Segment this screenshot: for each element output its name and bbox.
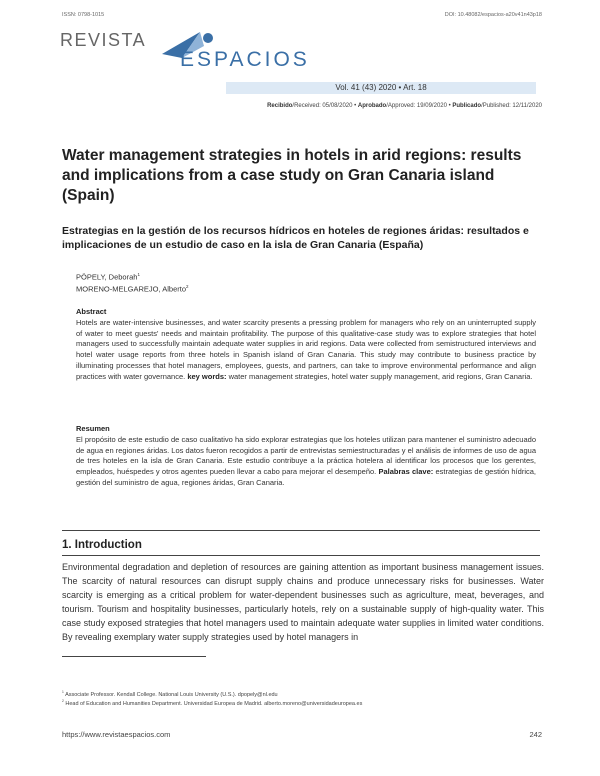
issn: ISSN: 0798-1015 [62, 12, 105, 18]
footnote-2-text: Head of Education and Humanities Department. Universidad Europea de Madrid. alberto.moreno@universidadeuropea.es [63, 700, 363, 707]
journal-logo [60, 22, 310, 77]
logo-espacios-text: ESPACIOS [180, 48, 310, 71]
footnote-divider [62, 656, 206, 657]
approved-label: Aprobado [357, 103, 387, 109]
approved-date: /Approved: 19/09/2020 • [386, 103, 451, 109]
article-title-english: Water management strategies in hotels in arid regions: results and implications from a case study on Gran Canaria island (Spain) [62, 147, 522, 204]
footnote-2-num: 2 [62, 699, 64, 703]
author-1-name: PÖPELY, Deborah [76, 272, 138, 282]
abstract-text: Hotels are water-intensive businesses, and water scarcity presents a pressing problem for managers who rely on an uninterrupted supply of water to meet guests' needs and maintain profitability. The purpose of this qualitative-case study was to explore strategies that hotel managers used to successfully maintain adequate water supplies in arid regions. Data were collected from semistructured interviews and hotel water usage reports from three hotels in Spanish island of Gran Canaria. This study may contribute to business practice by illuminating processes that hotel managers, employees, guests, and partners, can take to improve environmental performance and align practices with water governance. [76, 318, 536, 381]
introduction-text: Environmental degradation and depletion of resources are gaining attention as important business management issues. The scarcity of natural resources can disrupt supply chains and produce unnecessary risks for businesses. Water scarcity is emerging as a critical problem for water-dependent businesses such as agriculture, meat, beverages, and tourism. Tourism and hospitality businesses, particularly hotels, rely on a sustainable supply of high-quality water. This case study exposed strategies that hotel managers used to maintain adequate water supplies in limited water conditions. By revealing exemplary water supply strategies used by hotel managers in [62, 562, 544, 642]
author-2-sup: 2 [186, 284, 189, 289]
footnote-2 [62, 699, 362, 707]
palabras-label: Palabras clave: [378, 467, 434, 477]
publication-dates [267, 103, 542, 109]
footnote-1-text: Associate Professor. Kendall College. National Louis University (U.S.). dpopely@nl.edu [63, 691, 278, 698]
author-2-name: MORENO-MELGAREJO, Alberto [76, 284, 187, 294]
footer-url[interactable]: https://www.revistaespacios.com [62, 730, 171, 739]
keywords-label: key words: [187, 371, 227, 381]
doi: DOI: 10.48082/espacios-a20v41n43p18 [444, 12, 542, 18]
keywords-text: water management strategies, hotel water supply management, arid regions, Gran Canaria. [226, 371, 533, 381]
resumen-body [76, 435, 536, 489]
section-divider-bottom [62, 555, 540, 556]
palabras-text: estrategias de gestión hídrica, gestión del suministro de agua, regiones áridas, Gran Canaria. [76, 467, 536, 487]
resumen-text: El propósito de este estudio de caso cualitativo ha sido explorar estrategias que los hoteles utilizan para mantener el suministro adecuado de agua en regiones áridas. Los datos fueron recogidos a partir de entrevistas semiestructuradas y el análisis de informes de uso de agua de tres hoteles en la isla de Gran Canaria. Este estudio contribuye a la práctica hotelera al identificar los procesos que los gerentes, empleados, huéspedes y otros agentes pueden llevar a cabo para mejorar el desempeño. [76, 435, 536, 477]
resumen-heading: Resumen [76, 424, 110, 433]
page-number: 242 [529, 730, 542, 739]
abstract-body [76, 318, 536, 382]
footnote-1 [62, 690, 278, 698]
published-label: Publicado [452, 103, 482, 109]
footnote-1-num: 1 [62, 690, 64, 694]
author-1-sup: 1 [137, 272, 140, 277]
received-label: Recibido [267, 103, 293, 109]
logo-revista-text: REVISTA [60, 30, 147, 50]
abstract-heading: Abstract [76, 307, 107, 316]
section-divider-top [62, 530, 540, 531]
article-title-spanish: Estrategias en la gestión de los recursos hídricos en hoteles de regiones áridas: resultados e implicaciones de un estudio de caso en la isla de Gran Canaria (España) [62, 225, 529, 251]
author-2 [76, 284, 189, 294]
volume-bar: Vol. 41 (43) 2020 • Art. 18 [226, 82, 536, 94]
published-date: /Published: 12/11/2020 [481, 103, 542, 109]
introduction-heading: 1. Introduction [62, 539, 142, 551]
received-date: /Received: 05/08/2020 • [292, 103, 357, 109]
author-1 [76, 272, 140, 282]
